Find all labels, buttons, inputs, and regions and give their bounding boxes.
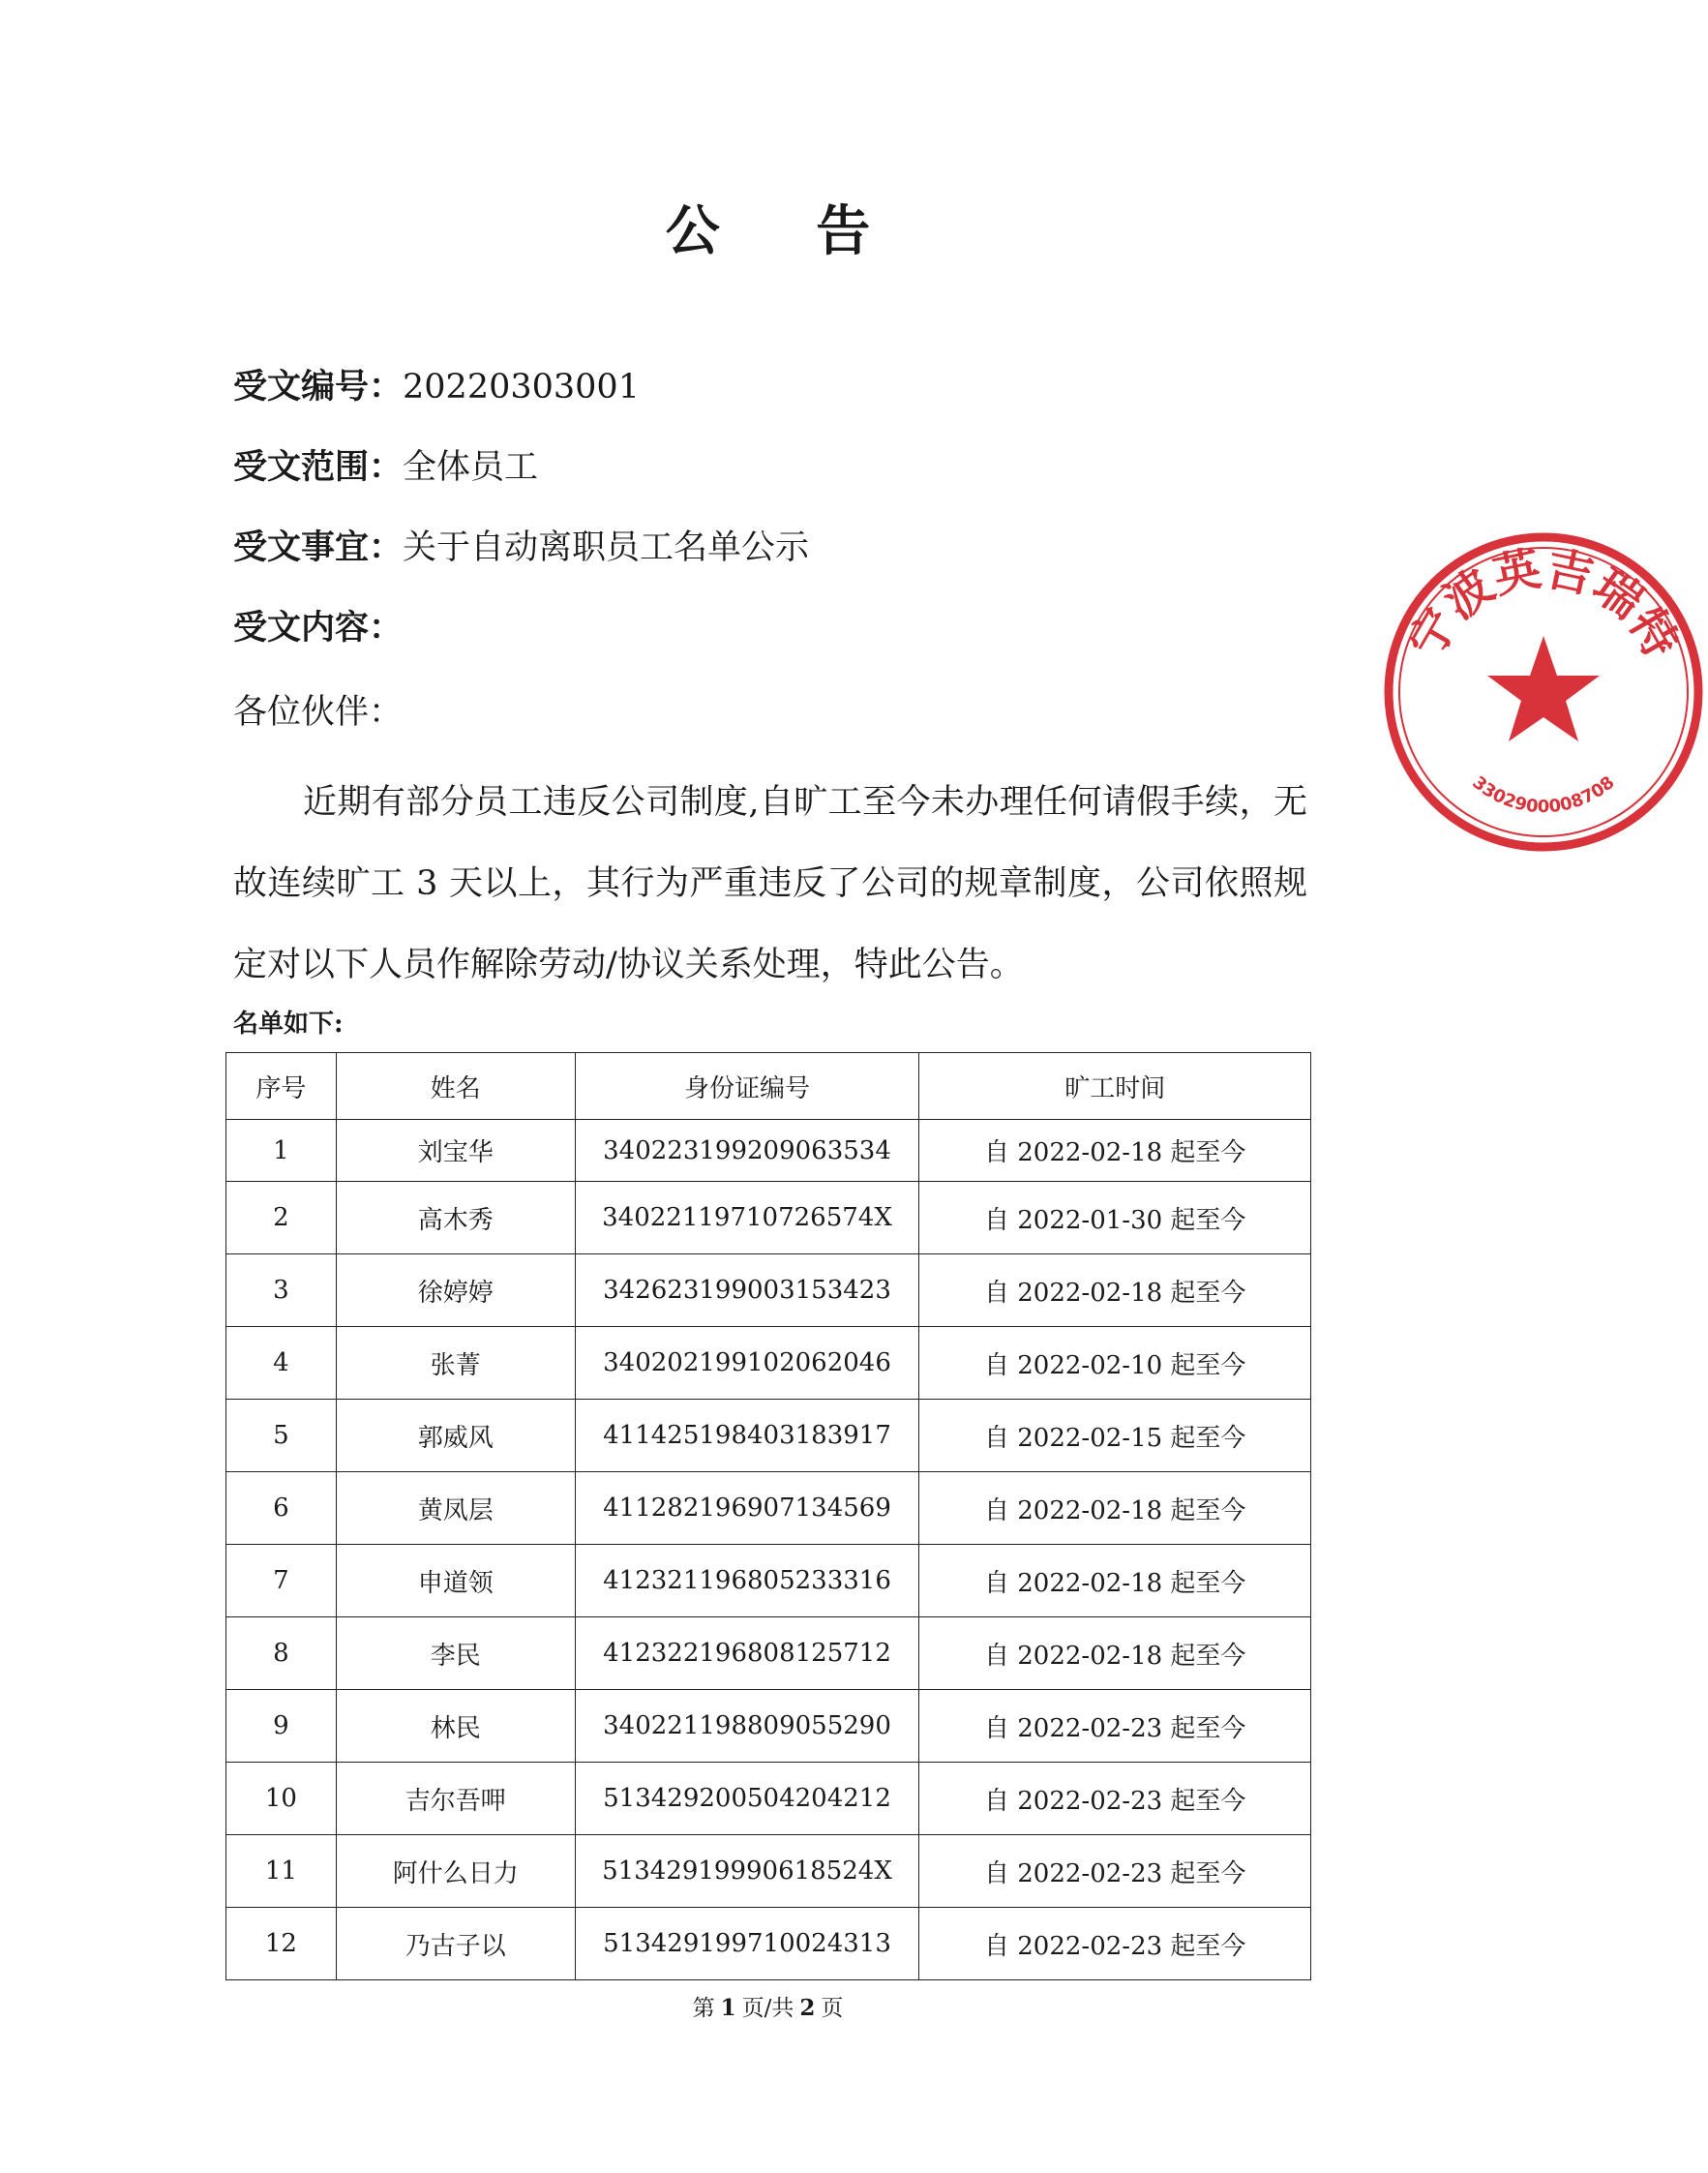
doc-scope-field: [233, 440, 538, 489]
cell-period: 自 2022-02-15 起至今: [919, 1400, 1311, 1472]
cell-no: 8: [226, 1617, 337, 1690]
cell-name: 林民: [336, 1690, 575, 1763]
seal-number-text: [1468, 772, 1618, 817]
doc-subject-value: 关于自动离职员工名单公示: [403, 528, 810, 567]
cell-period: 自 2022-01-30 起至今: [919, 1182, 1311, 1254]
cell-period: 自 2022-02-10 起至今: [919, 1327, 1311, 1400]
seal-stamp: [1389, 537, 1698, 847]
cell-id: 340202199102062046: [575, 1327, 919, 1400]
cell-period: 自 2022-02-18 起至今: [919, 1254, 1311, 1327]
cell-no: 12: [226, 1908, 337, 1980]
cell-id: 51342919990618524X: [575, 1835, 919, 1908]
employee-table: [225, 1052, 1311, 1980]
cell-no: 3: [226, 1254, 337, 1327]
cell-name: 黄凤层: [336, 1472, 575, 1545]
cell-no: 4: [226, 1327, 337, 1400]
cell-id: 342623199003153423: [575, 1254, 919, 1327]
table-header-row: [226, 1053, 1311, 1120]
page-footer: [0, 1990, 1536, 2022]
cell-period: 自 2022-02-23 起至今: [919, 1690, 1311, 1763]
cell-no: 7: [226, 1545, 337, 1617]
footer-suffix: 页: [821, 1996, 844, 2021]
table-row: [226, 1908, 1311, 1980]
notice-paragraph: 近期有部分员工违反公司制度,自旷工至今未办理任何请假手续，无故连续旷工 3 天以上，其行为严重违反了公司的规章制度，公司依照规定对以下人员作解除劳动/协议关系处理，特此公告。: [233, 783, 1307, 984]
table-row: [226, 1690, 1311, 1763]
greeting: 各位伙伴：: [233, 693, 404, 732]
doc-number-label: 受文编号：: [233, 367, 404, 407]
doc-scope-value: 全体员工: [403, 448, 539, 487]
doc-subject-field: [233, 521, 809, 569]
cell-period: 自 2022-02-18 起至今: [919, 1545, 1311, 1617]
cell-no: 9: [226, 1690, 337, 1763]
cell-id: 340221198809055290: [575, 1690, 919, 1763]
cell-id: 34022119710726574X: [575, 1182, 919, 1254]
footer-page-number: 1: [720, 1995, 736, 2021]
seal-name-path: 宁波英吉瑞特: [1398, 541, 1689, 668]
header-id: 身份证编号: [575, 1053, 919, 1120]
cell-no: 2: [226, 1182, 337, 1254]
header-no: 序号: [226, 1053, 337, 1120]
cell-id: 513429200504204212: [575, 1763, 919, 1835]
table-row: [226, 1545, 1311, 1617]
cell-id: 412322196808125712: [575, 1617, 919, 1690]
cell-period: 自 2022-02-18 起至今: [919, 1617, 1311, 1690]
table-row: [226, 1400, 1311, 1472]
cell-period: 自 2022-02-18 起至今: [919, 1120, 1311, 1182]
doc-number-value: 20220303001: [403, 368, 640, 407]
cell-no: 6: [226, 1472, 337, 1545]
table-row: [226, 1617, 1311, 1690]
table-row: [226, 1763, 1311, 1835]
cell-name: 刘宝华: [336, 1120, 575, 1182]
cell-name: 张菁: [336, 1327, 575, 1400]
page-title: 公 告: [665, 199, 910, 263]
cell-name: 李民: [336, 1617, 575, 1690]
cell-period: 自 2022-02-23 起至今: [919, 1908, 1311, 1980]
table-row: [226, 1182, 1311, 1254]
cell-id: 412321196805233316: [575, 1545, 919, 1617]
header-name: 姓名: [336, 1053, 575, 1120]
doc-content-label: 受文内容：: [233, 608, 404, 648]
cell-id: 513429199710024313: [575, 1908, 919, 1980]
cell-no: 10: [226, 1763, 337, 1835]
cell-period: 自 2022-02-23 起至今: [919, 1763, 1311, 1835]
cell-id: 411425198403183917: [575, 1400, 919, 1472]
company-seal: [1379, 528, 1708, 857]
doc-subject-label: 受文事宜：: [233, 528, 404, 567]
cell-name: 申道领: [336, 1545, 575, 1617]
cell-name: 吉尔吾呷: [336, 1763, 575, 1835]
doc-content-field: [233, 601, 403, 649]
doc-number-field: [233, 360, 640, 408]
cell-name: 徐婷婷: [336, 1254, 575, 1327]
header-period: 旷工时间: [919, 1053, 1311, 1120]
table-row: [226, 1254, 1311, 1327]
seal-star-icon: [1487, 636, 1600, 741]
cell-id: 340223199209063534: [575, 1120, 919, 1182]
cell-id: 411282196907134569: [575, 1472, 919, 1545]
seal-number-path: 3302900008708: [1468, 771, 1619, 818]
cell-name: 高木秀: [336, 1182, 575, 1254]
cell-no: 11: [226, 1835, 337, 1908]
cell-no: 5: [226, 1400, 337, 1472]
doc-scope-label: 受文范围：: [233, 447, 404, 487]
cell-name: 郭威风: [336, 1400, 575, 1472]
footer-middle: 页/共: [741, 1996, 794, 2021]
list-title: 名单如下:: [233, 1010, 344, 1039]
cell-name: 阿什么日力: [336, 1835, 575, 1908]
cell-name: 乃古子以: [336, 1908, 575, 1980]
cell-period: 自 2022-02-18 起至今: [919, 1472, 1311, 1545]
footer-page-total: 2: [799, 1995, 816, 2021]
cell-period: 自 2022-02-23 起至今: [919, 1835, 1311, 1908]
table-row: [226, 1120, 1311, 1182]
table-row: [226, 1472, 1311, 1545]
footer-prefix: 第: [692, 1996, 715, 2021]
table-row: [226, 1835, 1311, 1908]
cell-no: 1: [226, 1120, 337, 1182]
table-row: [226, 1327, 1311, 1400]
